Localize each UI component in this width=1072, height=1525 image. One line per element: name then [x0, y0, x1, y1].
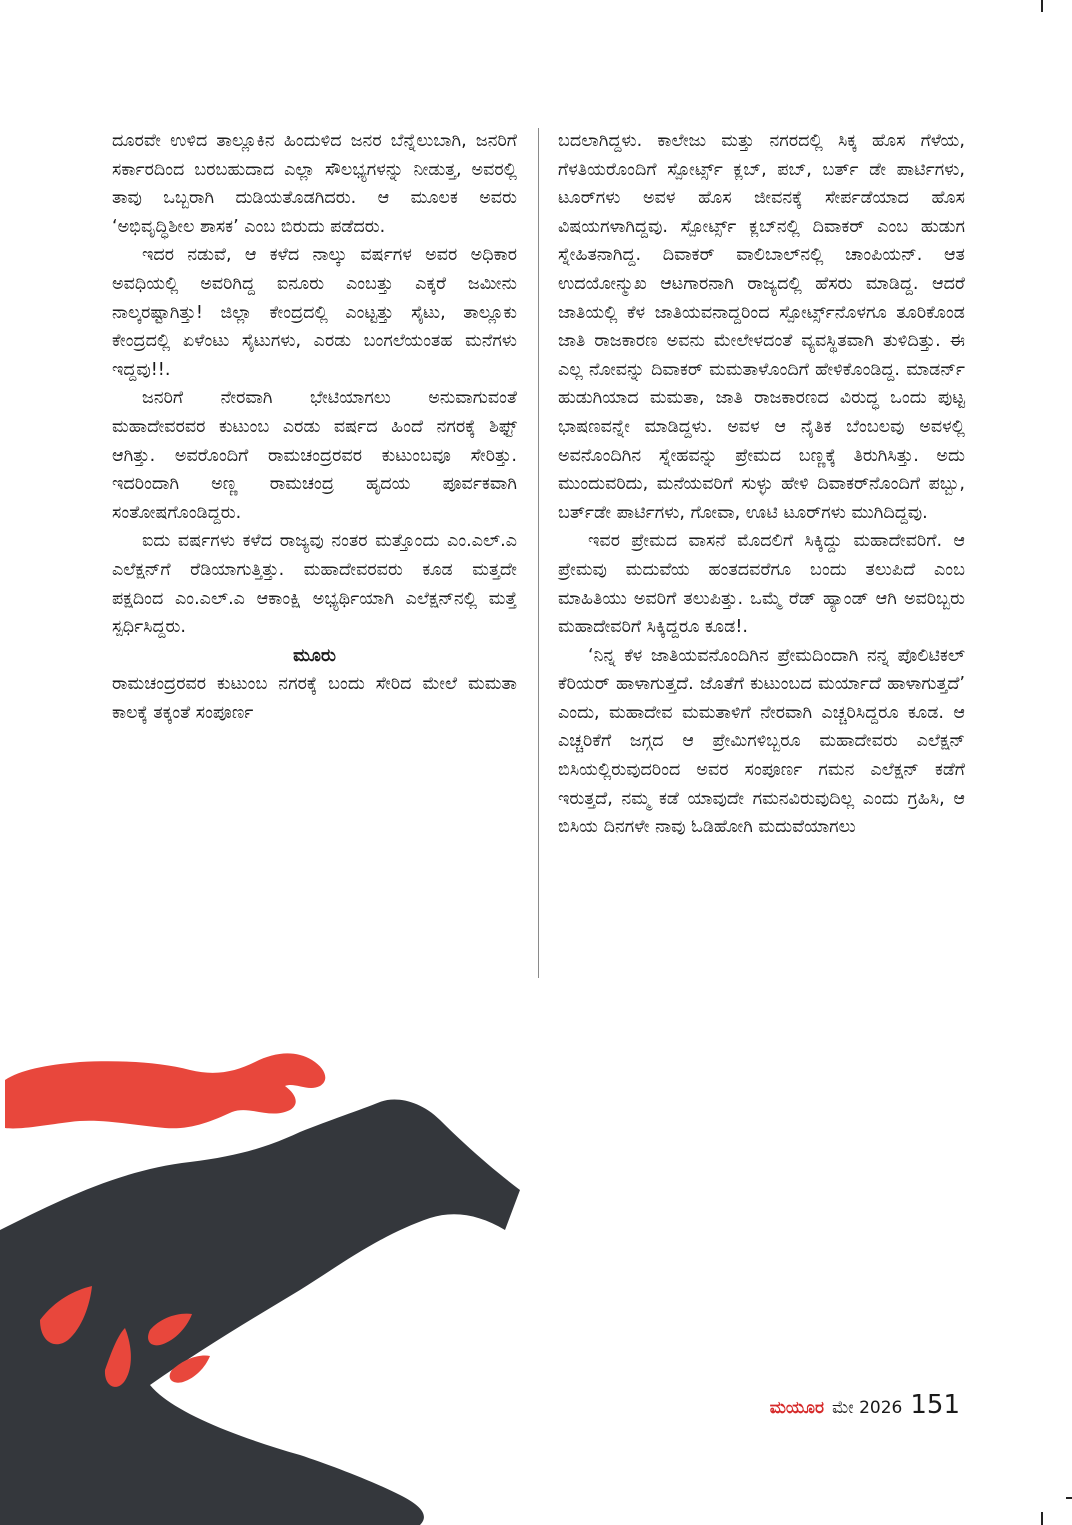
section-heading: ಮೂರು	[293, 645, 336, 666]
right-column	[558, 127, 965, 842]
paragraph: ಇವರ ಪ್ರೇಮದ ವಾಸನೆ ಮೊದಲಿಗೆ ಸಿಕ್ಕಿದ್ದು ಮಹಾದೇವರಿಗೆ. ಆ ಪ್ರೇಮವು ಮದುವೆಯ ಹಂತದವರೆಗೂ ಬಂದು ತಲುಪಿದೆ ಎಂಬ ಮಾಹಿತಿಯು ಅವರಿಗೆ ತಲುಪಿತ್ತು. ಒಮ್ಮೆ ರೆಡ್ ಹ್ಯಾಂಡ್ ಆಗಿ ಅವರಿಬ್ಬರು ಮಹಾದೇವರಿಗೆ ಸಿಕ್ಕಿದ್ದರೂ ಕೂಡ!.	[558, 531, 965, 638]
paragraph: ರಾಮಚಂದ್ರರವರ ಕುಟುಂಬ ನಗರಕ್ಕೆ ಬಂದು ಸೇರಿದ ಮೇಲೆ ಮಮತಾ ಕಾಲಕ್ಕೆ ತಕ್ಕಂತೆ ಸಂಪೂರ್ಣ	[112, 674, 517, 723]
paragraph: ಐದು ವರ್ಷಗಳು ಕಳೆದ ರಾಜ್ಯವು ನಂತರ ಮತ್ತೊಂದು ಎಂ.ಎಲ್.ಎ ಎಲೆಕ್ಷನ್‌ಗೆ ರೆಡಿಯಾಗುತ್ತಿತ್ತು. ಮಹಾದೇವರವರು ಕೂಡ ಮತ್ತದೇ ಪಕ್ಷದಿಂದ ಎಂ.ಎಲ್.ಎ ಆಕಾಂಕ್ಷಿ ಅಭ್ಯರ್ಥಿಯಾಗಿ ಎಲೆಕ್ಷನ್‌ನಲ್ಲಿ ಮತ್ತೆ ಸ್ಪರ್ಧಿಸಿದ್ದರು.	[112, 531, 517, 638]
crop-mark-bottom-right	[1041, 1512, 1043, 1525]
column-divider	[538, 128, 539, 978]
magazine-brand: ಮಯೂರ	[769, 1398, 824, 1418]
left-column	[112, 127, 517, 727]
red-flame-shape	[5, 1053, 325, 1128]
decorative-illustration	[0, 1050, 560, 1525]
issue-date: ಮೇ 2026	[831, 1398, 903, 1418]
paragraph: ಬದಲಾಗಿದ್ದಳು. ಕಾಲೇಜು ಮತ್ತು ನಗರದಲ್ಲಿ ಸಿಕ್ಕ ಹೊಸ ಗೆಳೆಯ, ಗೆಳತಿಯರೊಂದಿಗೆ ಸ್ಪೋರ್ಟ್ಸ್ ಕ್ಲಬ್, ಪಬ್, ಬರ್ತ್ ಡೇ ಪಾರ್ಟಿಗಳು, ಟೂರ್‌ಗಳು ಅವಳ ಹೊಸ ಜೀವನಕ್ಕೆ ಸೇರ್ಪಡೆಯಾದ ಹೊಸ ವಿಷಯಗಳಾಗಿದ್ದವು. ಸ್ಪೋರ್ಟ್ಸ್ ಕ್ಲಬ್‌ನಲ್ಲಿ ದಿವಾಕರ್ ಎಂಬ ಹುಡುಗ ಸ್ನೇಹಿತನಾಗಿದ್ದ. ದಿವಾಕರ್ ವಾಲಿಬಾಲ್‌ನಲ್ಲಿ ಚಾಂಪಿಯನ್. ಆತ ಉದಯೋನ್ಮುಖ ಆಟಗಾರನಾಗಿ ರಾಜ್ಯದಲ್ಲಿ ಹೆಸರು ಮಾಡಿದ್ದ. ಆದರೆ ಜಾತಿಯಲ್ಲಿ ಕೆಳ ಜಾತಿಯವನಾದ್ದರಿಂದ ಸ್ಪೋರ್ಟ್ಸ್‌ನೊಳಗೂ ತೂರಿಕೊಂಡ ಜಾತಿ ರಾಜಕಾರಣ ಅವನು ಮೇಲೇಳದಂತೆ ವ್ಯವಸ್ಥಿತವಾಗಿ ತುಳಿದಿತ್ತು. ಈ ಎಲ್ಲ ನೋವನ್ನು ದಿವಾಕರ್ ಮಮತಾಳೊಂದಿಗೆ ಹೇಳಿಕೊಂಡಿದ್ದ. ಮಾಡರ್ನ್ ಹುಡುಗಿಯಾದ ಮಮತಾ, ಜಾತಿ ರಾಜಕಾರಣದ ವಿರುದ್ಧ ಒಂದು ಪುಟ್ಟ ಭಾಷಣವನ್ನೇ ಮಾಡಿದ್ದಳು. ಅವಳ ಆ ನೈತಿಕ ಬೆಂಬಲವು ಅವಳಲ್ಲಿ ಅವನೊಂದಿಗಿನ ಸ್ನೇಹವನ್ನು ಪ್ರೇಮದ ಬಣ್ಣಕ್ಕೆ ತಿರುಗಿಸಿತ್ತು. ಅದು ಮುಂದುವರಿದು, ಮನೆಯವರಿಗೆ ಸುಳ್ಳು ಹೇಳಿ ದಿವಾಕರ್‌ನೊಂದಿಗೆ ಪಬ್ಬು, ಬರ್ತ್‌ಡೇ ಪಾರ್ಟಿಗಳು, ಗೋವಾ, ಊಟಿ ಟೂರ್‌ಗಳು ಮುಗಿದಿದ್ದವು.	[558, 131, 965, 523]
crop-mark-right-edge	[1066, 1497, 1072, 1499]
paragraph: ‘ನಿನ್ನ ಕೆಳ ಜಾತಿಯವನೊಂದಿಗಿನ ಪ್ರೇಮದಿಂದಾಗಿ ನನ್ನ ಪೊಲಿಟಿಕಲ್ ಕೆರಿಯರ್ ಹಾಳಾಗುತ್ತದೆ. ಜೊತೆಗೆ ಕುಟುಂಬದ ಮರ್ಯಾದೆ ಹಾಳಾಗುತ್ತದೆ’ ಎಂದು, ಮಹಾದೇವ ಮಮತಾಳಿಗೆ ನೇರವಾಗಿ ಎಚ್ಚರಿಸಿದ್ದರೂ ಕೂಡ. ಆ ಎಚ್ಚರಿಕೆಗೆ ಜಗ್ಗದ ಆ ಪ್ರೇಮಿಗಳಿಬ್ಬರೂ ಮಹಾದೇವರು ಎಲೆಕ್ಷನ್ ಬಿಸಿಯಲ್ಲಿರುವುದರಿಂದ ಅವರ ಸಂಪೂರ್ಣ ಗಮನ ಎಲೆಕ್ಷನ್ ಕಡೆಗೆ ಇರುತ್ತದೆ, ನಮ್ಮ ಕಡೆ ಯಾವುದೇ ಗಮನವಿರುವುದಿಲ್ಲ ಎಂದು ಗ್ರಹಿಸಿ, ಆ ಬಿಸಿಯ ದಿನಗಳೇ ನಾವು ಓಡಿಹೋಗಿ ಮದುವೆಯಾಗಲು	[558, 645, 965, 838]
paragraph: ಜನರಿಗೆ ನೇರವಾಗಿ ಭೇಟಿಯಾಗಲು ಅನುವಾಗುವಂತೆ ಮಹಾದೇವರವರ ಕುಟುಂಬ ಎರಡು ವರ್ಷದ ಹಿಂದೆ ನಗರಕ್ಕೆ ಶಿಫ್ಟ್ ಆಗಿತ್ತು. ಅವರೊಂದಿಗೆ ರಾಮಚಂದ್ರರವರ ಕುಟುಂಬವೂ ಸೇರಿತ್ತು. ಇದರಿಂದಾಗಿ ಅಣ್ಣ ರಾಮಚಂದ್ರ ಹೃದಯ ಪೂರ್ವಕವಾಗಿ ಸಂತೋಷಗೊಂಡಿದ್ದರು.	[112, 388, 517, 523]
page-footer	[770, 1390, 960, 1420]
paragraph: ದೂರವೇ ಉಳಿದ ತಾಲ್ಲೂಕಿನ ಹಿಂದುಳಿದ ಜನರ ಬೆನ್ನೆಲುಬಾಗಿ, ಜನರಿಗೆ ಸರ್ಕಾರದಿಂದ ಬರಬಹುದಾದ ಎಲ್ಲಾ ಸೌಲಭ್ಯಗಳನ್ನು ನೀಡುತ್ತ, ಅವರಲ್ಲಿ ತಾವು ಒಬ್ಬರಾಗಿ ದುಡಿಯತೊಡಗಿದರು. ಆ ಮೂಲಕ ಅವರು ‘ಅಭಿವೃದ್ಧಿಶೀಲ ಶಾಸಕ’ ಎಂಬ ಬಿರುದು ಪಡೆದರು.	[112, 131, 517, 237]
page-number: 151	[910, 1390, 960, 1420]
paragraph: ಇದರ ನಡುವೆ, ಆ ಕಳೆದ ನಾಲ್ಕು ವರ್ಷಗಳ ಅವರ ಅಧಿಕಾರ ಅವಧಿಯಲ್ಲಿ ಅವರಿಗಿದ್ದ ಐನೂರು ಎಂಬತ್ತು ಎಕ್ಕರೆ ಜಮೀನು ನಾಲ್ಕರಷ್ಟಾಗಿತ್ತು! ಜಿಲ್ಲಾ ಕೇಂದ್ರದಲ್ಲಿ ಎಂಟ್ಟತ್ತು ಸೈಟು, ತಾಲ್ಲೂಕು ಕೇಂದ್ರದಲ್ಲಿ ಏಳೆಂಟು ಸೈಟುಗಳು, ಎರಡು ಬಂಗಲೆಯಂತಹ ಮನೆಗಳು ಇದ್ದವು!!.	[112, 245, 517, 380]
crop-mark-top-right	[1041, 0, 1043, 12]
